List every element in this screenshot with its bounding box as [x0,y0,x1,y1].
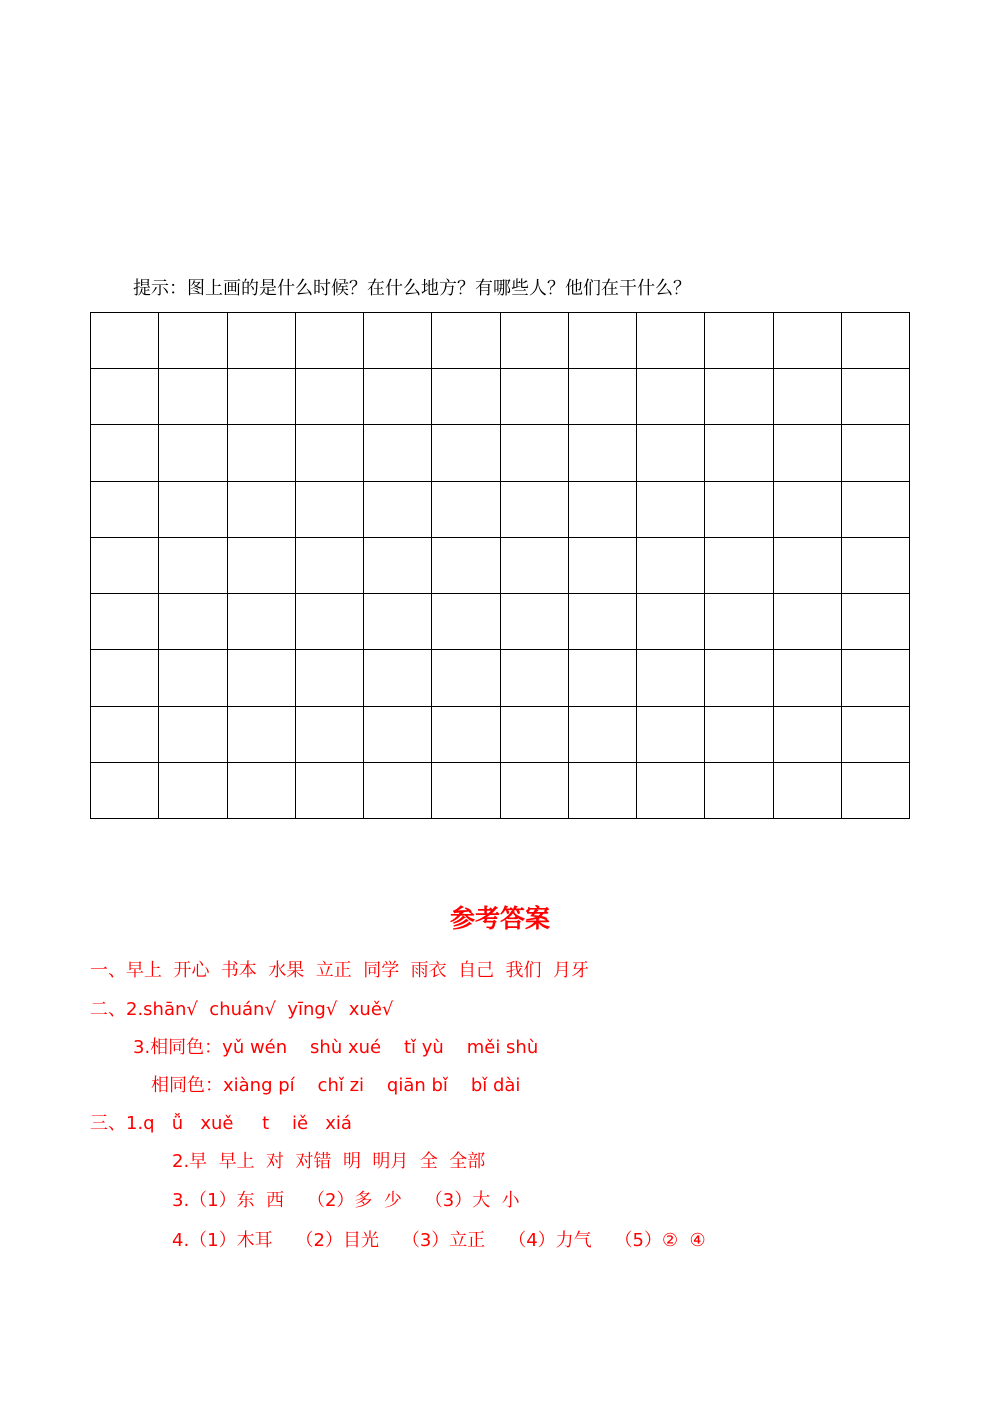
grid-cell [364,594,432,650]
grid-cell [159,369,227,425]
grid-cell [228,538,296,594]
grid-cell [842,313,910,369]
grid-cell [296,313,364,369]
grid-cell [228,313,296,369]
grid-cell [774,650,842,706]
grid-cell [91,538,159,594]
answer-section-3-item-3: 3.（1）东 西 （2）多 少 （3）大 小 [172,1190,520,1211]
grid-cell [842,482,910,538]
grid-cell [91,707,159,763]
grid-cell [91,369,159,425]
grid-cell [637,369,705,425]
grid-cell [569,650,637,706]
grid-cell [569,763,637,819]
grid-cell [569,594,637,650]
grid-cell [432,763,500,819]
grid-cell [705,650,773,706]
grid-cell [364,538,432,594]
grid-cell [569,425,637,481]
grid-cell [774,425,842,481]
grid-cell [705,313,773,369]
grid-cell [501,650,569,706]
grid-cell [296,594,364,650]
grid-cell [364,313,432,369]
grid-cell [432,707,500,763]
grid-cell [296,482,364,538]
grid-cell [432,538,500,594]
grid-cell [637,763,705,819]
grid-cell [159,650,227,706]
grid-cell [296,425,364,481]
grid-cell [91,313,159,369]
grid-cell [569,707,637,763]
grid-cell [91,594,159,650]
grid-cell [842,538,910,594]
grid-cell [842,425,910,481]
grid-cell [637,707,705,763]
grid-cell [501,425,569,481]
grid-cell [842,707,910,763]
grid-cell [296,369,364,425]
grid-cell [364,425,432,481]
grid-cell [705,482,773,538]
grid-cell [842,650,910,706]
answer-section-1: 一、早上 开心 书本 水果 立正 同学 雨衣 自己 我们 月牙 [90,960,589,981]
grid-cell [569,369,637,425]
grid-cell [501,763,569,819]
grid-cell [501,369,569,425]
answer-section-2-item-3: 3.相同色：yǔ wén shù xué tǐ yù měi shù [133,1037,539,1058]
grid-cell [842,594,910,650]
grid-cell [364,650,432,706]
grid-cell [228,707,296,763]
grid-cell [501,538,569,594]
grid-cell [296,538,364,594]
grid-cell [296,707,364,763]
grid-cell [637,650,705,706]
grid-cell [296,763,364,819]
grid-cell [705,707,773,763]
grid-cell [364,369,432,425]
grid-cell [228,369,296,425]
grid-cell [501,707,569,763]
grid-cell [774,538,842,594]
grid-cell [432,482,500,538]
grid-cell [432,650,500,706]
grid-cell [159,763,227,819]
grid-cell [364,763,432,819]
answer-section-3-item-4: 4.（1）木耳 （2）目光 （3）立正 （4）力气 （5）② ④ [172,1230,706,1251]
grid-cell [432,594,500,650]
grid-cell [774,763,842,819]
grid-cell [637,538,705,594]
grid-cell [774,482,842,538]
grid-cell [432,425,500,481]
grid-cell [228,763,296,819]
answer-key-title: 参考答案 [449,904,550,933]
answer-section-3-item-2: 2.早 早上 对 对错 明 明月 全 全部 [172,1151,486,1172]
grid-cell [364,707,432,763]
grid-cell [159,313,227,369]
grid-cell [637,313,705,369]
grid-cell [159,482,227,538]
answer-section-3: 三、1.q ǚ xuě t iě xiá [90,1113,352,1134]
grid-cell [774,707,842,763]
grid-cell [705,763,773,819]
grid-cell [637,425,705,481]
grid-cell [159,425,227,481]
grid-cell [501,482,569,538]
grid-cell [705,594,773,650]
writing-grid [90,312,910,819]
grid-cell [91,763,159,819]
grid-cell [159,594,227,650]
grid-cell [569,538,637,594]
grid-cell [774,594,842,650]
grid-cell [501,594,569,650]
grid-cell [91,482,159,538]
grid-cell [91,650,159,706]
grid-cell [842,763,910,819]
writing-hint: 提示：图上画的是什么时候？在什么地方？有哪些人？他们在干什么？ [133,278,691,299]
grid-cell [842,369,910,425]
grid-cell [91,425,159,481]
grid-cell [637,594,705,650]
grid-cell [296,650,364,706]
grid-cell [637,482,705,538]
grid-cell [228,594,296,650]
grid-cell [569,313,637,369]
grid-cell [501,313,569,369]
grid-cell [228,650,296,706]
grid-cell [774,369,842,425]
grid-cell [432,313,500,369]
grid-cell [569,482,637,538]
grid-cell [159,538,227,594]
grid-cell [774,313,842,369]
grid-cell [159,707,227,763]
answer-section-2: 二、2.shān√ chuán√ yīng√ xuě√ [90,999,394,1020]
grid-cell [364,482,432,538]
grid-cell [228,482,296,538]
grid-cell [705,538,773,594]
grid-cell [705,425,773,481]
answer-section-2-item-3b: 相同色：xiàng pí chǐ zi qiān bǐ bǐ dài [151,1075,521,1096]
grid-cell [432,369,500,425]
grid-cell [705,369,773,425]
grid-cell [228,425,296,481]
